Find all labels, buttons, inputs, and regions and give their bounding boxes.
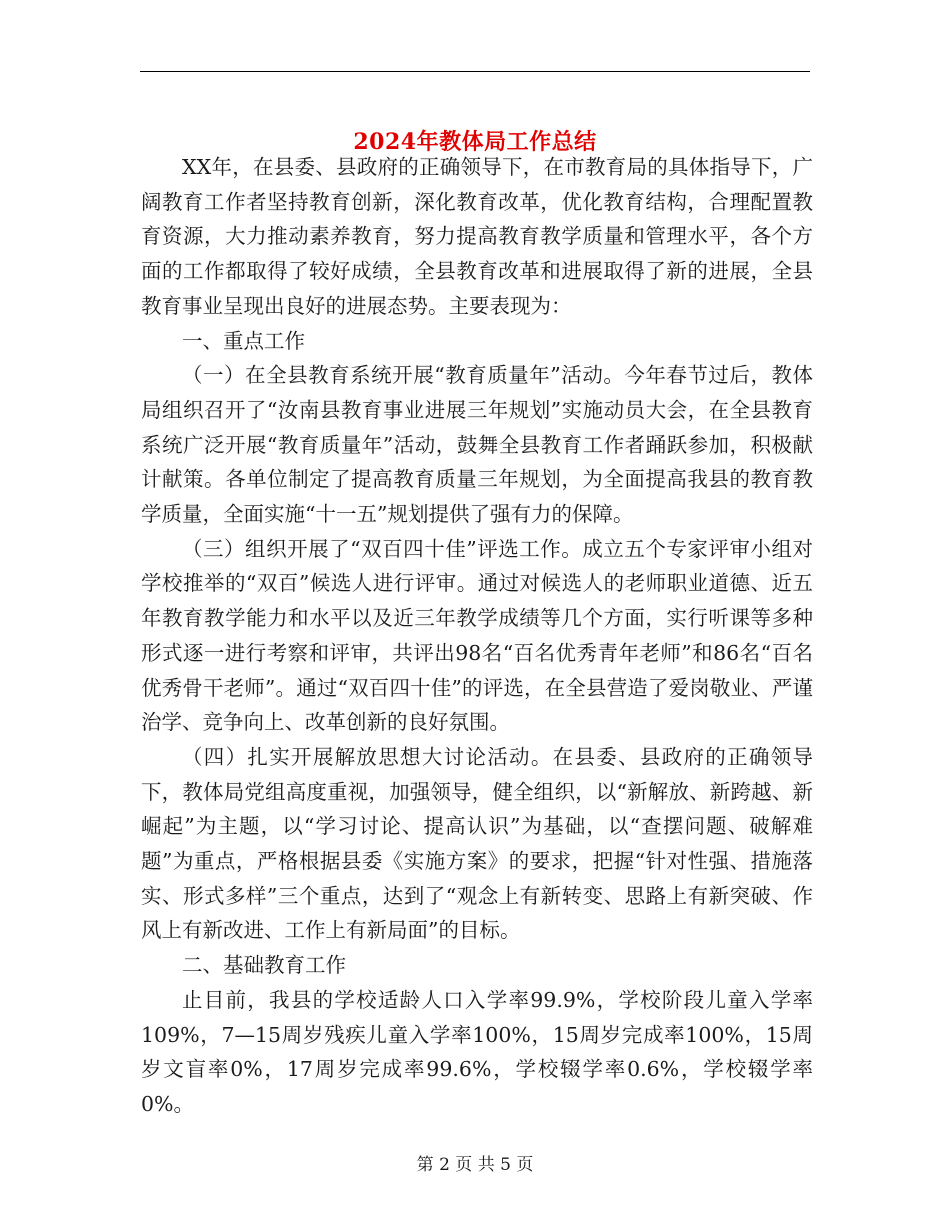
header-rule: [140, 71, 810, 72]
paragraph-shuangbai-selection: （三）组织开展了“双百四十佳”评选工作。成立五个专家评审小组对学校推举的“双百”候选人进行评审。通过对候选人的老师职业道德、近五年教育教学能力和水平以及近三年教学成绩等几个方面，实行听课等多种形式逐一进行考察和评审，共评出98名“百名优秀青年老师”和86名“百名优秀骨干老师”。通过“双百四十佳”的评选，在全县营造了爱岗敬业、严谨治学、竞争向上、改革创新的良好氛围。: [141, 536, 813, 735]
paragraph-intro: XX年，在县委、县政府的正确领导下，在市教育局的具体指导下，广阔教育工作者坚持教育创新，深化教育改革，优化教育结构，合理配置教育资源，大力推动素养教育，努力提高教育教学质量和管理水平，各个方面的工作都取得了较好成绩，全县教育改革和进展取得了新的进展，全县教育事业呈现出良好的进展态势。主要表现为：: [141, 155, 813, 318]
paragraph-thought-liberation: （四）扎实开展解放思想大讨论活动。在县委、县政府的正确领导下，教体局党组高度重视，加强领导，健全组织，以“新解放、新跨越、新崛起”为主题，以“学习讨论、提高认识”为基础，以“查摆问题、破解难题”为重点，严格根据县委《实施方案》的要求，把握“针对性强、措施落实、形式多样”三个重点，达到了“观念上有新转变、思路上有新突破、作风上有新改进、工作上有新局面”的目标。: [141, 744, 813, 943]
section-heading-basic-education: 二、基础教育工作: [182, 953, 346, 978]
document-title: 2024年教体局工作总结: [353, 128, 597, 155]
page-number: 第 2 页 共 5 页: [416, 1155, 534, 1175]
document-body: [141, 150, 813, 1122]
paragraph-enrollment-stats: 止目前，我县的学校适龄人口入学率99.9%，学校阶段儿童入学率109%，7—15周岁残疾儿童入学率100%，15周岁完成率100%，15周岁文盲率0%，17周岁完成率99.6%，学校辍学率0.6%，学校辍学率0%。: [141, 987, 813, 1116]
section-heading-key-work: 一、重点工作: [182, 328, 305, 353]
paragraph-quality-year: （一）在全县教育系统开展“教育质量年”活动。今年春节过后，教体局组织召开了“汝南县教育事业进展三年规划”实施动员大会，在全县教育系统广泛开展“教育质量年”活动，鼓舞全县教育工作者踊跃参加，积极献计献策。各单位制定了提高教育质量三年规划，为全面提高我县的教育教学质量，全面实施“十一五”规划提供了强有力的保障。: [141, 363, 813, 527]
